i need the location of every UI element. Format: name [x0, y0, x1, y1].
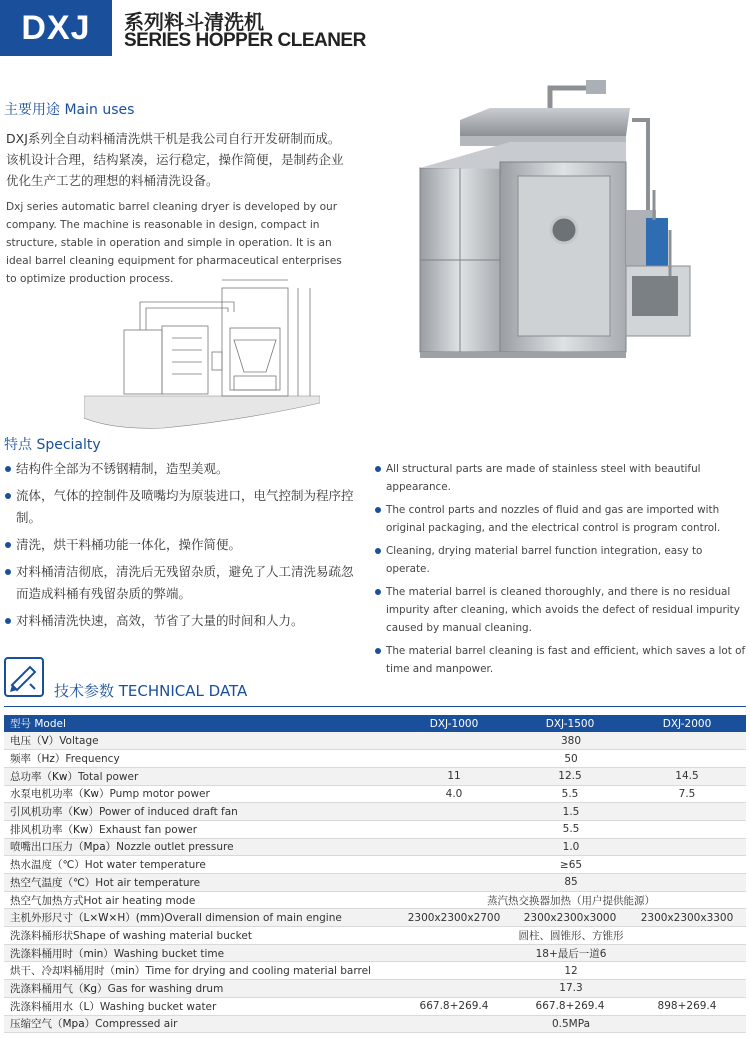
table-row [4, 874, 746, 892]
param-label-en: Washing bucket water [99, 1000, 217, 1013]
param-value: 2300x2300x2700 [396, 909, 512, 927]
list-item: 对料桶清洁彻底，清洗后无残留杂质，避免了人工清洗易疏忽而造成料桶有残留杂质的弊端。 [4, 561, 354, 605]
list-item: The material barrel is cleaned thoroughly, and there is no residual impurity after cleaning, which avoids the defect of residual impurity caused by manual cleaning. [374, 583, 746, 637]
technical-data-title: 技术参数 TECHNICAL DATA [54, 682, 248, 700]
param-value: 1.0 [396, 838, 746, 856]
param-value: 667.8+269.4 [396, 997, 512, 1015]
param-value: 5.5 [512, 785, 628, 803]
header-dxj-1500: DXJ-1500 [512, 715, 628, 732]
param-label-en: Frequency [65, 753, 120, 766]
title-cn: 系列料斗清洗机 [124, 10, 264, 34]
param-label-en: Time for drying and cooling material barrel [145, 965, 371, 978]
technical-data-table [4, 715, 746, 1033]
param-label-en: Compressed air [95, 1018, 178, 1031]
param-label-cn: 引风机功率（Kw） [10, 806, 99, 819]
list-item: 结构件全部为不锈钢精制，造型美观。 [4, 458, 354, 480]
table-row [4, 838, 746, 856]
param-value: 380 [396, 732, 746, 750]
param-label-cn: 洗涤料桶用水（L） [10, 1000, 100, 1013]
param-label-cn: 洗涤料桶用时（min） [10, 947, 114, 960]
param-value: ≥65 [396, 856, 746, 874]
list-item: 对料桶清洗快速，高效，节省了大量的时间和人力。 [4, 610, 354, 632]
main-uses-heading: 主要用途 Main uses [4, 102, 135, 118]
list-item: All structural parts are made of stainless steel with beautiful appearance. [374, 460, 746, 496]
param-label-cn: 烘干、冷却料桶用时（min） [10, 965, 146, 978]
table-row [4, 891, 746, 909]
list-item: Cleaning, drying material barrel function integration, easy to operate. [374, 542, 746, 578]
param-label [4, 891, 396, 909]
param-label [4, 874, 396, 892]
param-value: 蒸汽热交换器加热（用户提供能源） [396, 891, 746, 909]
table-row [4, 732, 746, 750]
table-row [4, 856, 746, 874]
param-label-en: Exhaust fan power [98, 823, 198, 836]
specialty-heading: 特点 Specialty [4, 437, 101, 453]
param-label [4, 750, 396, 768]
param-value: 2300x2300x3300 [628, 909, 746, 927]
header-model: 型号 Model [4, 715, 396, 732]
param-value: 17.3 [396, 980, 746, 998]
table-row [4, 767, 746, 785]
table-row [4, 997, 746, 1015]
header-dxj-1000: DXJ-1000 [396, 715, 512, 732]
param-label-cn: 热空气加热方式 [10, 894, 84, 907]
list-item: The material barrel cleaning is fast and efficient, which saves a lot of time and manpower. [374, 642, 746, 678]
param-label-cn: 洗涤料桶形状 [10, 929, 73, 942]
param-label-en: Shape of washing material bucket [73, 929, 252, 942]
main-uses-text-cn: DXJ系列全自动料桶清洗烘干机是我公司自行开发研制而成。该机设计合理，结构紧凑，运行稳定，操作简便，是制药企业优化生产工艺的理想的料桶清洗设备。 [6, 131, 344, 188]
param-label-cn: 喷嘴出口压力（Mpa） [10, 841, 117, 854]
param-label-cn: 水泵电机功率（Kw） [10, 788, 110, 801]
param-value: 5.5 [396, 820, 746, 838]
param-value: 0.5MPa [396, 1015, 746, 1033]
param-label [4, 856, 396, 874]
param-value: 4.0 [396, 785, 512, 803]
param-label-en: Gas for washing drum [107, 982, 224, 995]
list-item: 流体，气体的控制件及喷嘴均为原装进口，电气控制为程序控制。 [4, 485, 354, 529]
header-dxj-2000: DXJ-2000 [628, 715, 746, 732]
param-value: 圆柱、圆锥形、方锥形 [396, 927, 746, 945]
param-label-cn: 主机外形尺寸（L×W×H）(mm) [10, 912, 165, 925]
param-label [4, 909, 396, 927]
param-value: 12 [396, 962, 746, 980]
param-label [4, 732, 396, 750]
param-label-en: Power of induced draft fan [98, 806, 238, 819]
param-label-en: Washing bucket time [113, 947, 225, 960]
param-label-cn: 排风机功率（Kw） [10, 823, 99, 836]
table-row [4, 750, 746, 768]
param-value: 667.8+269.4 [512, 997, 628, 1015]
param-label-en: Total power [77, 770, 139, 783]
machine-schematic-drawing [84, 278, 320, 434]
param-label-cn: 总功率（Kw） [10, 770, 78, 783]
param-label-en: Overall dimension of main engine [164, 912, 342, 925]
param-label [4, 838, 396, 856]
hopper-cleaner-photo [400, 80, 700, 370]
param-label [4, 944, 396, 962]
title-divider [4, 706, 746, 707]
param-label [4, 962, 396, 980]
title-en: SERIES HOPPER CLEANER [124, 30, 366, 51]
param-label-en: Pump motor power [109, 788, 210, 801]
logo-badge: DXJ [0, 0, 112, 56]
param-label [4, 767, 396, 785]
param-label-cn: 压缩空气（Mpa） [10, 1018, 96, 1031]
table-row [4, 803, 746, 821]
param-label-en: Hot air temperature [95, 876, 201, 889]
list-item: The control parts and nozzles of fluid and gas are imported with original packaging, and the electrical control is program control. [374, 501, 746, 537]
param-value: 85 [396, 874, 746, 892]
param-label-en: Voltage [59, 735, 99, 748]
param-value: 11 [396, 767, 512, 785]
param-label-en: Hot air heating mode [83, 894, 196, 907]
param-label [4, 803, 396, 821]
table-row [4, 1015, 746, 1033]
param-label-cn: 洗涤料桶用气（Kg） [10, 982, 108, 995]
param-label-en: Nozzle outlet pressure [116, 841, 234, 854]
param-label-cn: 电压（V） [10, 735, 60, 748]
table-row [4, 944, 746, 962]
param-value: 1.5 [396, 803, 746, 821]
main-uses-text-en: Dxj series automatic barrel cleaning dryer is developed by our company. The machine is reasonable in design, compact in structure, stable in operation and simple in operation. It is an ideal barrel cleaning equipment for pharmaceutical enterprises to optimize production process. [6, 201, 342, 285]
param-label-cn: 频率（Hz） [10, 753, 66, 766]
param-value: 898+269.4 [628, 997, 746, 1015]
param-value: 18+最后一道6 [396, 944, 746, 962]
table-row [4, 909, 746, 927]
param-value: 7.5 [628, 785, 746, 803]
specialty-list-cn [4, 458, 354, 637]
param-label-cn: 热水温度（℃） [10, 859, 85, 872]
param-label [4, 1015, 396, 1033]
param-label [4, 820, 396, 838]
param-label [4, 785, 396, 803]
table-row [4, 820, 746, 838]
list-item: 清洗，烘干料桶功能一体化，操作简便。 [4, 534, 354, 556]
param-value: 14.5 [628, 767, 746, 785]
param-value: 2300x2300x3000 [512, 909, 628, 927]
param-label [4, 997, 396, 1015]
param-label-en: Hot water temperature [84, 859, 206, 872]
param-label [4, 980, 396, 998]
specialty-list-en [374, 460, 746, 683]
table-row [4, 785, 746, 803]
table-header-row [4, 715, 746, 732]
table-row [4, 980, 746, 998]
param-label [4, 927, 396, 945]
param-label-cn: 热空气温度（℃） [10, 876, 96, 889]
ruler-pencil-icon [4, 657, 44, 697]
param-value: 50 [396, 750, 746, 768]
table-row [4, 962, 746, 980]
table-row [4, 927, 746, 945]
param-value: 12.5 [512, 767, 628, 785]
